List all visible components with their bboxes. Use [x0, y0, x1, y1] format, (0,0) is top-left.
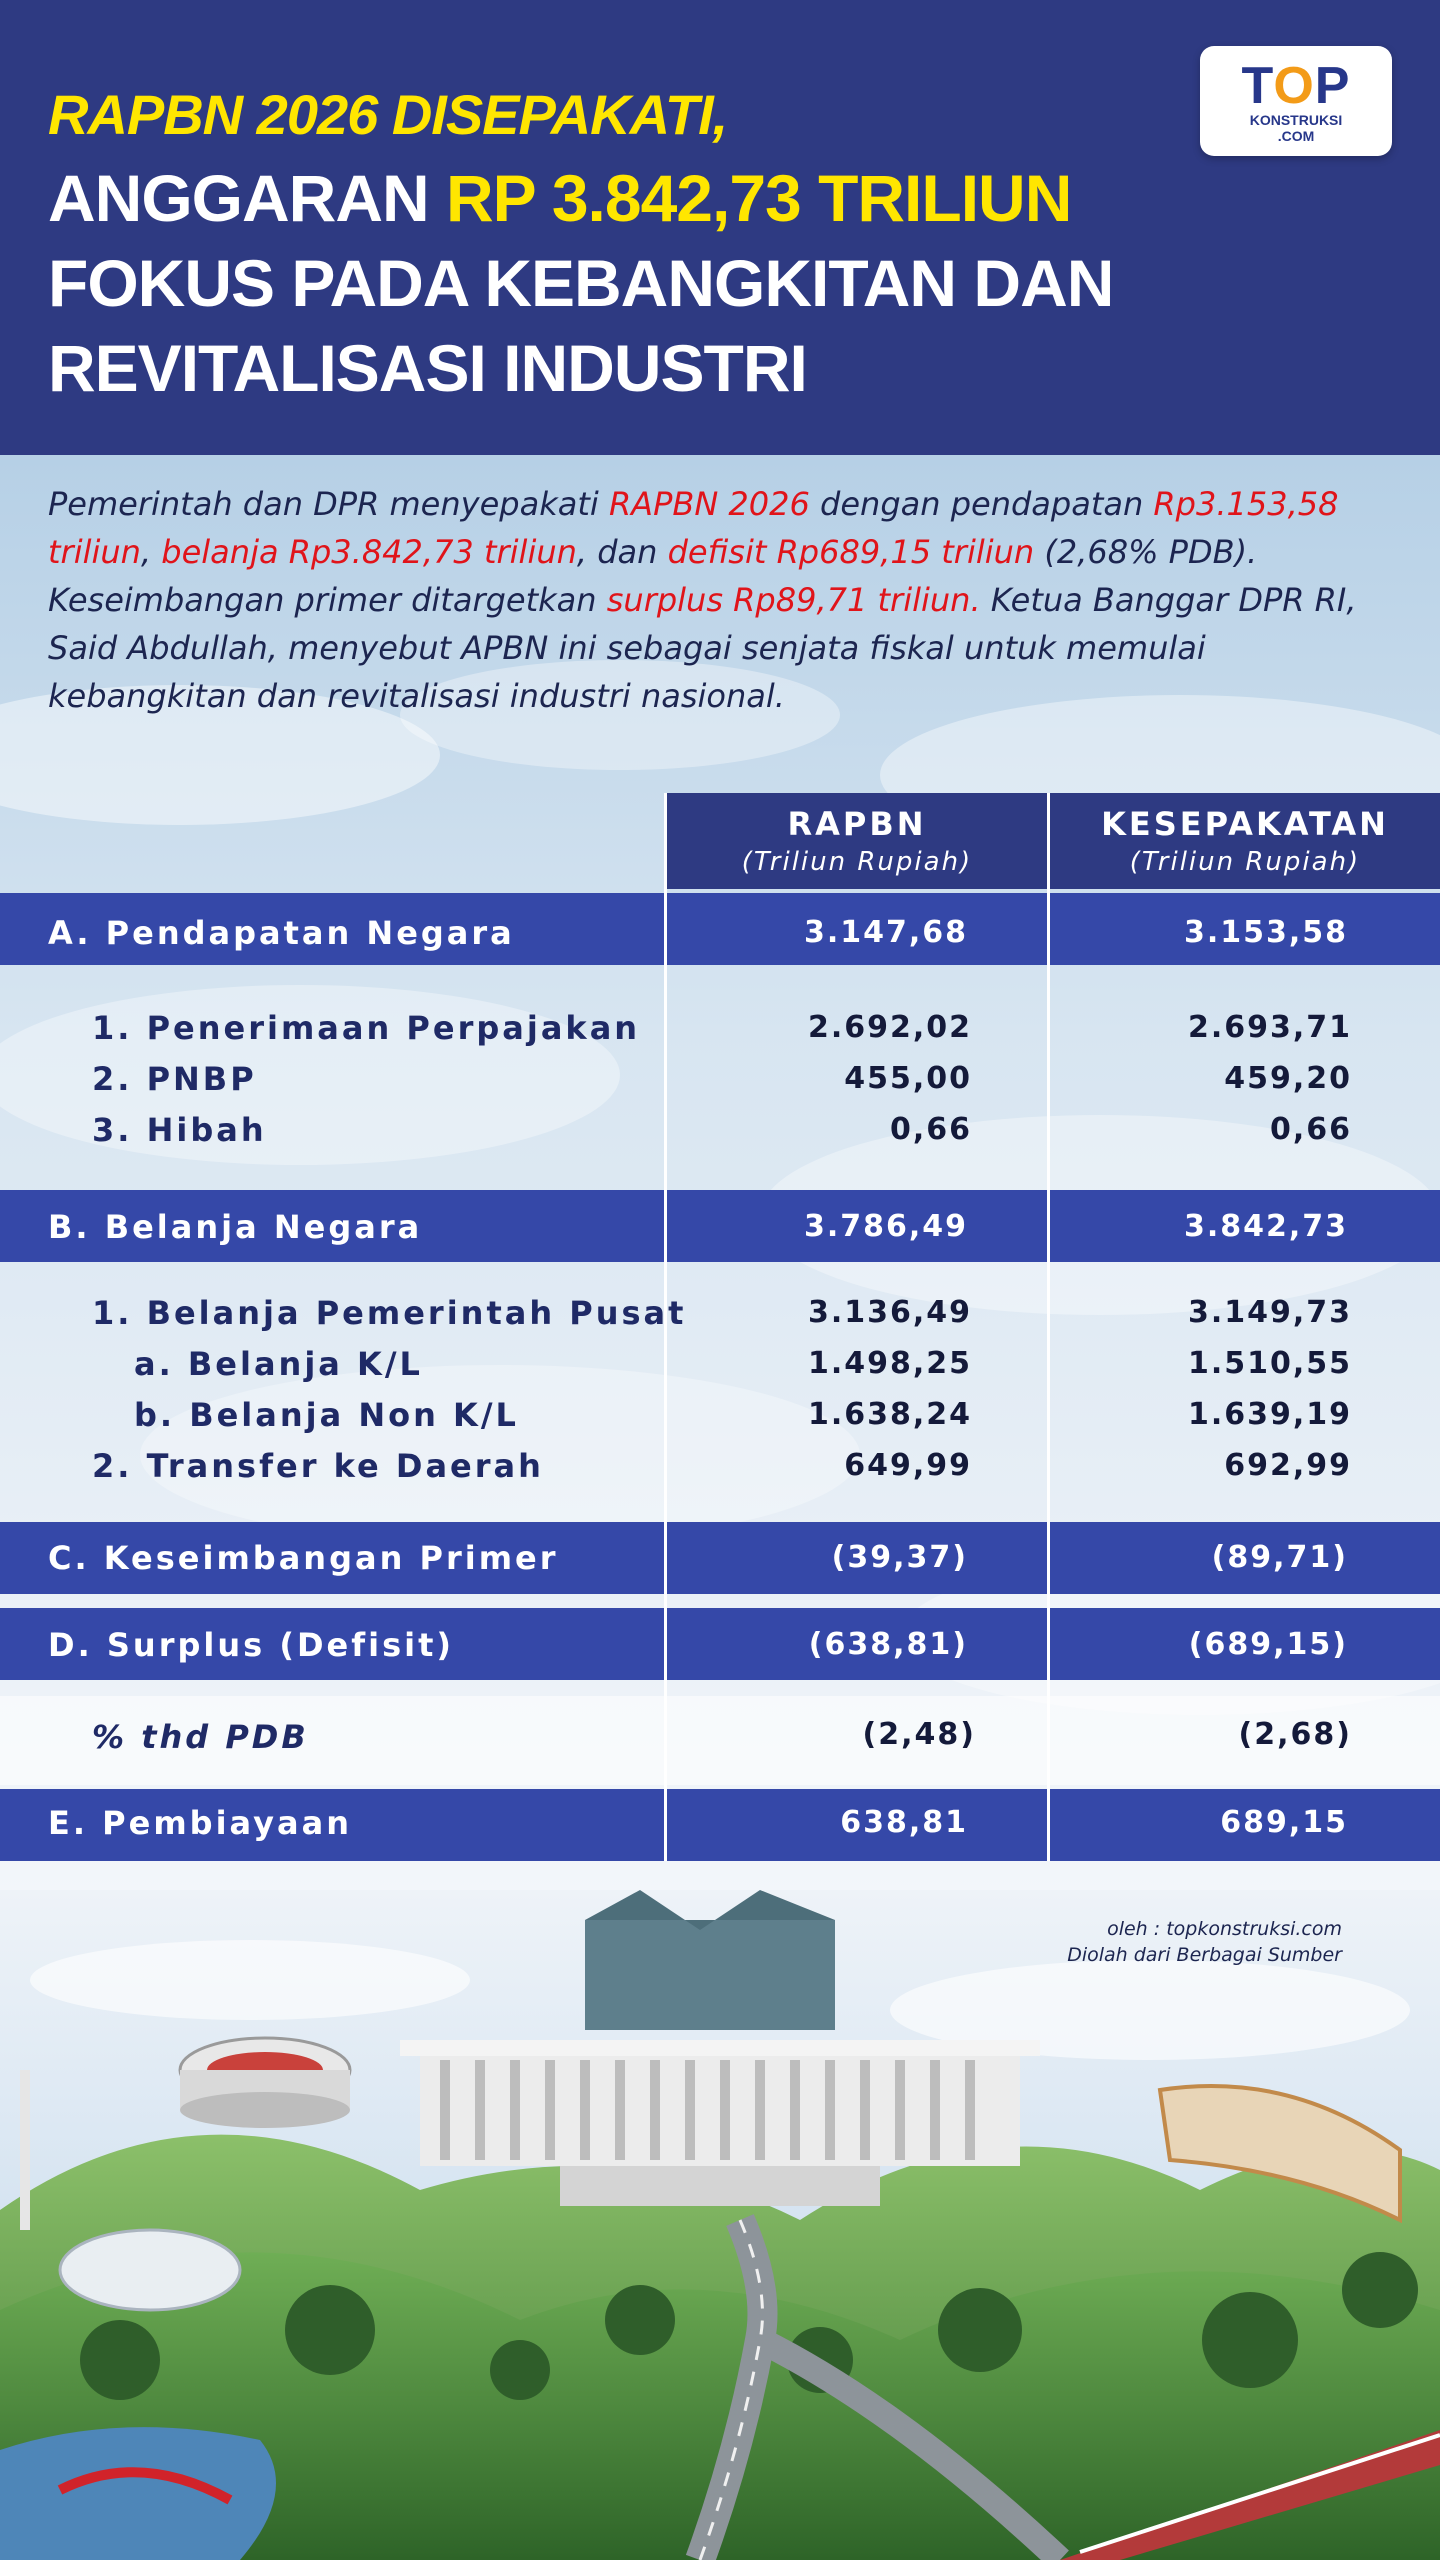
- table-cell-rapbn: 455,00: [844, 1061, 972, 1096]
- column-header-kesepakatan-title: KESEPAKATAN: [1101, 805, 1389, 843]
- table-row-label: E. Pembiayaan: [48, 1804, 352, 1842]
- table-cell-rapbn: (638,81): [808, 1627, 968, 1662]
- headline-line-1: RAPBN 2026 DISEPAKATI,: [48, 83, 728, 146]
- table-row-label: b. Belanja Non K/L: [134, 1396, 519, 1434]
- table-row-label: 3. Hibah: [92, 1111, 267, 1149]
- table-cell-rapbn: 1.638,24: [807, 1397, 972, 1432]
- column-header-kesepakatan: [1050, 793, 1440, 889]
- logo-domain: .COM: [1277, 128, 1315, 144]
- table-row-label: % thd PDB: [92, 1718, 309, 1756]
- table-cell-kesepakatan: 459,20: [1224, 1061, 1352, 1096]
- table-cell-rapbn: 3.147,68: [803, 915, 968, 950]
- table-cell-rapbn: 1.498,25: [807, 1346, 972, 1381]
- topkonstruksi-logo: [1200, 46, 1392, 156]
- logo-wordmark: TOP: [1241, 57, 1351, 115]
- table-cell-kesepakatan: 689,15: [1220, 1805, 1348, 1840]
- table-row-label: B. Belanja Negara: [48, 1208, 423, 1246]
- table-cell-kesepakatan: 1.639,19: [1187, 1397, 1352, 1432]
- table-cell-kesepakatan: 692,99: [1224, 1448, 1352, 1483]
- headline-line-2-prefix: ANGGARAN: [48, 161, 446, 235]
- table-cell-kesepakatan: (2,68): [1238, 1717, 1352, 1752]
- headline-line-2: [48, 160, 1071, 236]
- table-cell-rapbn: 2.692,02: [807, 1010, 972, 1045]
- table-cell-rapbn: 0,66: [889, 1112, 972, 1147]
- header-banner: [0, 0, 1440, 455]
- table-cell-rapbn: 649,99: [844, 1448, 972, 1483]
- table-cell-kesepakatan: 2.693,71: [1187, 1010, 1352, 1045]
- table-cell-kesepakatan: 3.149,73: [1187, 1295, 1352, 1330]
- credit-source: Diolah dari Berbagai Sumber: [1067, 1944, 1342, 1966]
- table-row-label: 1. Penerimaan Perpajakan: [92, 1009, 641, 1047]
- column-header-rapbn: [667, 793, 1047, 889]
- headline-line-4: REVITALISASI INDUSTRI: [48, 331, 807, 405]
- column-divider-2: [1047, 793, 1050, 1861]
- headline-amount: RP 3.842,73 TRILIUN: [446, 161, 1072, 235]
- table-row-label: a. Belanja K/L: [134, 1345, 423, 1383]
- source-credit: [1067, 1916, 1342, 1968]
- table-cell-rapbn: 3.786,49: [803, 1209, 968, 1244]
- table-cell-rapbn: 3.136,49: [807, 1295, 972, 1330]
- column-header-kesepakatan-unit: (Triliun Rupiah): [1129, 847, 1361, 877]
- table-cell-kesepakatan: 1.510,55: [1187, 1346, 1352, 1381]
- table-cell-kesepakatan: 3.153,58: [1183, 915, 1348, 950]
- table-cell-kesepakatan: (689,15): [1188, 1627, 1348, 1662]
- table-cell-kesepakatan: 3.842,73: [1183, 1209, 1348, 1244]
- logo-subtitle: KONSTRUKSI: [1249, 112, 1343, 128]
- table-row-label: A. Pendapatan Negara: [48, 914, 515, 952]
- table-row-label: 2. Transfer ke Daerah: [92, 1447, 544, 1485]
- table-cell-rapbn: (2,48): [862, 1717, 976, 1752]
- table-cell-kesepakatan: (89,71): [1211, 1540, 1348, 1575]
- table-row-label: 1. Belanja Pemerintah Pusat: [92, 1294, 687, 1332]
- credit-author: oleh : topkonstruksi.com: [1107, 1918, 1342, 1940]
- table-row-label: C. Keseimbangan Primer: [48, 1539, 559, 1577]
- intro-paragraph: Pemerintah dan DPR menyepakati RAPBN 2026 dengan pendapatan Rp3.153,58 triliun, belanja Rp3.842,73 triliun, dan defisit Rp689,15 triliun (2,68% PDB). Keseimbangan primer ditargetkan surplus Rp89,71 triliun. Ketua Banggar DPR RI, Said Abdullah, menyebut APBN ini sebagai senjata fiskal untuk memulai kebangkitan dan revitalisasi industri nasional.: [48, 485, 1357, 715]
- table-cell-rapbn: 638,81: [840, 1805, 968, 1840]
- table-cell-kesepakatan: 0,66: [1269, 1112, 1352, 1147]
- landscape-illustration: [0, 1890, 1440, 2560]
- column-header-rapbn-unit: (Triliun Rupiah): [741, 847, 973, 877]
- headline-line-3: FOKUS PADA KEBANGKITAN DAN: [48, 246, 1114, 320]
- column-header-rapbn-title: RAPBN: [787, 805, 927, 843]
- table-cell-rapbn: (39,37): [831, 1540, 968, 1575]
- table-row-label: D. Surplus (Defisit): [48, 1626, 455, 1664]
- table-row-label: 2. PNBP: [92, 1060, 257, 1098]
